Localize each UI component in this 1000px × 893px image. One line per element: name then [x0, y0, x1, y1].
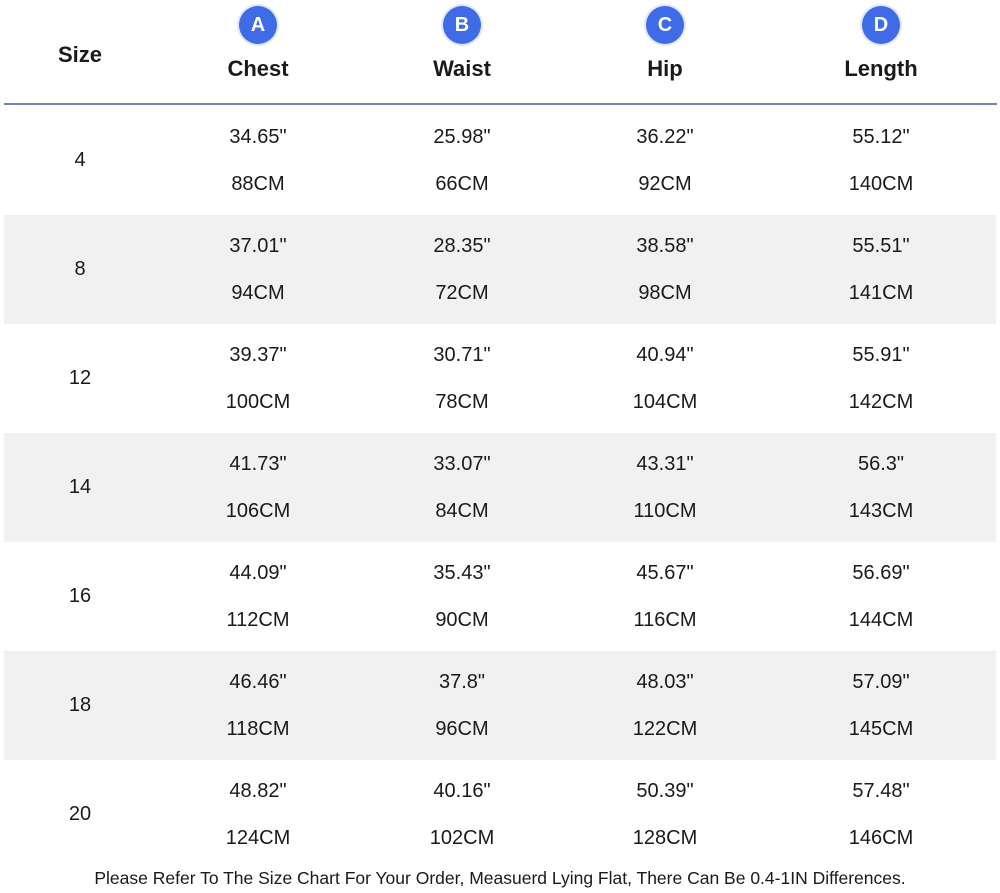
length-cell: [781, 433, 981, 542]
inch-value: 46.46": [229, 671, 287, 693]
inch-value: 57.09": [852, 671, 910, 693]
length-label: Length: [844, 56, 918, 81]
size-cell: 12: [68, 367, 92, 389]
cm-value: 96CM: [435, 718, 489, 740]
chest-column-header: [158, 6, 358, 82]
table-row: [4, 215, 996, 324]
waist-cell: [362, 651, 562, 760]
length-cell: [781, 106, 981, 215]
table-row: [4, 542, 996, 651]
cm-value: 106CM: [225, 500, 291, 522]
cm-value: 72CM: [435, 282, 489, 304]
cm-value: 90CM: [435, 609, 489, 631]
badge-c: C: [646, 6, 684, 44]
chest-cell: [158, 542, 358, 651]
cm-value: 104CM: [632, 391, 698, 413]
chest-cell: [158, 433, 358, 542]
table-header: [0, 0, 1000, 104]
hip-cell: [565, 215, 765, 324]
size-cell: 8: [74, 258, 86, 280]
size-cell: 16: [68, 585, 92, 607]
waist-label: Waist: [433, 56, 491, 81]
inch-value: 55.12": [852, 126, 910, 148]
cm-value: 142CM: [848, 391, 914, 413]
cm-value: 100CM: [225, 391, 291, 413]
hip-label: Hip: [647, 56, 683, 81]
waist-cell: [362, 760, 562, 869]
waist-cell: [362, 433, 562, 542]
inch-value: 36.22": [636, 126, 694, 148]
table-row: [4, 760, 996, 869]
cm-value: 145CM: [848, 718, 914, 740]
hip-cell: [565, 433, 765, 542]
cm-value: 128CM: [632, 827, 698, 849]
length-cell: [781, 542, 981, 651]
cm-value: 88CM: [231, 173, 285, 195]
inch-value: 25.98": [433, 126, 491, 148]
inch-value: 57.48": [852, 780, 910, 802]
hip-cell: [565, 760, 765, 869]
inch-value: 56.69": [852, 562, 910, 584]
chest-cell: [158, 324, 358, 433]
cm-value: 94CM: [231, 282, 285, 304]
length-cell: [781, 760, 981, 869]
inch-value: 55.51": [852, 235, 910, 257]
badge-b: B: [443, 6, 481, 44]
length-column-header: [781, 6, 981, 82]
inch-value: 38.58": [636, 235, 694, 257]
cm-value: 92CM: [638, 173, 692, 195]
cm-value: 144CM: [848, 609, 914, 631]
size-cell: 20: [68, 803, 92, 825]
inch-value: 30.71": [433, 344, 491, 366]
cm-value: 116CM: [633, 609, 697, 631]
cm-value: 110CM: [633, 500, 697, 522]
badge-d: D: [862, 6, 900, 44]
chest-cell: [158, 760, 358, 869]
cm-value: 66CM: [435, 173, 489, 195]
chest-label: Chest: [227, 56, 289, 81]
hip-cell: [565, 542, 765, 651]
waist-cell: [362, 106, 562, 215]
inch-value: 37.01": [229, 235, 287, 257]
size-cell: 14: [68, 476, 92, 498]
cm-value: 122CM: [632, 718, 698, 740]
inch-value: 48.03": [636, 671, 694, 693]
size-cell: 18: [68, 694, 92, 716]
chest-cell: [158, 651, 358, 760]
waist-cell: [362, 215, 562, 324]
inch-value: 56.3": [857, 453, 905, 475]
table-row: [4, 324, 996, 433]
cm-value: 143CM: [848, 500, 914, 522]
length-cell: [781, 651, 981, 760]
table-row: [4, 106, 996, 215]
header-divider: [4, 103, 997, 105]
hip-cell: [565, 324, 765, 433]
cm-value: 141CM: [848, 282, 914, 304]
inch-value: 35.43": [433, 562, 491, 584]
size-column-header: Size: [57, 42, 103, 67]
length-cell: [781, 215, 981, 324]
length-cell: [781, 324, 981, 433]
waist-column-header: [362, 6, 562, 82]
cm-value: 118CM: [226, 718, 290, 740]
inch-value: 48.82": [229, 780, 287, 802]
hip-cell: [565, 106, 765, 215]
hip-cell: [565, 651, 765, 760]
cm-value: 112CM: [226, 609, 290, 631]
cm-value: 102CM: [429, 827, 495, 849]
waist-cell: [362, 542, 562, 651]
inch-value: 44.09": [229, 562, 287, 584]
table-row: [4, 433, 996, 542]
chest-cell: [158, 106, 358, 215]
size-chart-footnote: Please Refer To The Size Chart For Your Order, Measuerd Lying Flat, There Can Be 0.4-1IN Differences.: [94, 868, 906, 888]
badge-a: A: [239, 6, 277, 44]
cm-value: 98CM: [638, 282, 692, 304]
cm-value: 78CM: [435, 391, 489, 413]
inch-value: 39.37": [229, 344, 287, 366]
table-row: [4, 651, 996, 760]
cm-value: 140CM: [848, 173, 914, 195]
inch-value: 28.35": [433, 235, 491, 257]
inch-value: 55.91": [852, 344, 910, 366]
cm-value: 124CM: [225, 827, 291, 849]
cm-value: 84CM: [435, 500, 489, 522]
size-cell: 4: [74, 149, 86, 171]
cm-value: 146CM: [848, 827, 914, 849]
inch-value: 34.65": [229, 126, 287, 148]
inch-value: 45.67": [636, 562, 694, 584]
inch-value: 41.73": [229, 453, 287, 475]
inch-value: 33.07": [433, 453, 491, 475]
inch-value: 43.31": [636, 453, 694, 475]
hip-column-header: [565, 6, 765, 82]
waist-cell: [362, 324, 562, 433]
inch-value: 40.16": [433, 780, 491, 802]
inch-value: 50.39": [636, 780, 694, 802]
inch-value: 37.8": [438, 671, 486, 693]
chest-cell: [158, 215, 358, 324]
inch-value: 40.94": [636, 344, 694, 366]
